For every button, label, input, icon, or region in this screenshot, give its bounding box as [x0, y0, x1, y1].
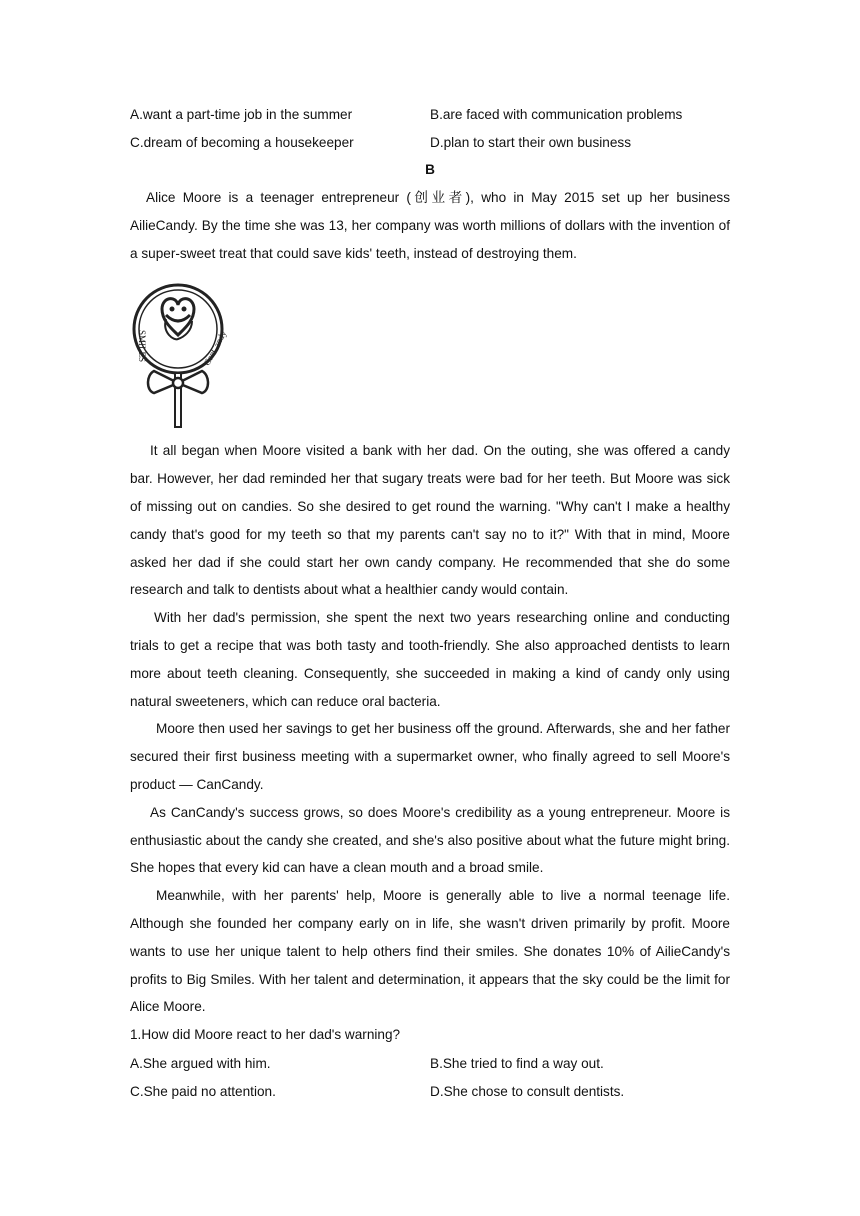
- question-1-options-row-1: [130, 1049, 730, 1077]
- prev-option-b: B.are faced with communication problems: [430, 106, 683, 122]
- cancandy-logo-figure: [130, 267, 730, 437]
- paragraph-5: As CanCandy's success grows, so does Moore's credibility as a young entrepreneur. Moore is enthusiastic about the candy she created, and she's also positive about what the future might bring. She hopes that every kid can have a clean mouth and a broad smile.: [130, 804, 730, 876]
- logo-text-right: CanCandy: [201, 329, 229, 368]
- paragraph-4: Moore then used her savings to get her business off the ground. Afterwards, she and her father secured their first business meeting with a supermarket owner, who finally agreed to sell Moore's product — CanCandy.: [130, 721, 730, 792]
- lollipop-logo-image: [132, 279, 232, 429]
- prev-options-row-2: [130, 128, 730, 156]
- section-label: B: [425, 162, 435, 177]
- question-1-option-c: C.She paid no attention.: [130, 1083, 276, 1099]
- question-1-options-row-2: [130, 1077, 730, 1105]
- paragraph-3: With her dad's permission, she spent the next two years researching online and conducting trials to get a recipe that was both tasty and tooth-friendly. She also approached dentists to learn more about teeth cleaning. Consequently, she succeeded in making a kind of candy only using natural sweeteners, which can reduce oral bacteria.: [130, 610, 730, 709]
- question-1-stem: 1.How did Moore react to her dad's warning?: [130, 1027, 401, 1043]
- paragraph-6: Meanwhile, with her parents' help, Moore is generally able to live a normal teenage life. Although she founded her company early on in life, she wasn't driven primarily by profit. Moore wants to use her unique talent to help others find their smiles. She donates 10% of AilieCandy's profits to Big Smiles. With her talent and determination, it appears that the sky could be the limit for Alice Moore.: [130, 888, 730, 1015]
- prev-option-c: C.dream of becoming a housekeeper: [130, 134, 354, 150]
- question-1-option-b: B.She tried to find a way out.: [430, 1055, 604, 1071]
- prev-option-d: D.plan to start their own business: [430, 134, 631, 150]
- prev-option-a: A.want a part-time job in the summer: [130, 106, 353, 122]
- question-1-option-d: D.She chose to consult dentists.: [430, 1083, 625, 1099]
- document-page: [130, 100, 730, 1105]
- paragraph-2: It all began when Moore visited a bank with her dad. On the outing, she was offered a candy bar. However, her dad reminded her that sugary treats were bad for her teeth. But Moore was sick of missing out on candies. So she desired to get round the warning. "Why can't I make a healthy candy that's good for my teeth so that my parents can't say no to it?" With that in mind, Moore asked her dad if she could start her own candy company. He recommended that she do some research and talk to dentists about what a healthier candy would contain.: [130, 443, 730, 598]
- prev-options-row-1: [130, 100, 730, 128]
- logo-text-left: SMILES: [137, 330, 147, 363]
- question-1-option-a: A.She argued with him.: [130, 1055, 271, 1071]
- paragraph-1: Alice Moore is a teenager entrepreneur (创业者), who in May 2015 set up her business AilieCandy. By the time she was 13, her company was worth millions of dollars with the invention of a super-sweet treat that could save kids' teeth, instead of destroying them.: [130, 190, 730, 261]
